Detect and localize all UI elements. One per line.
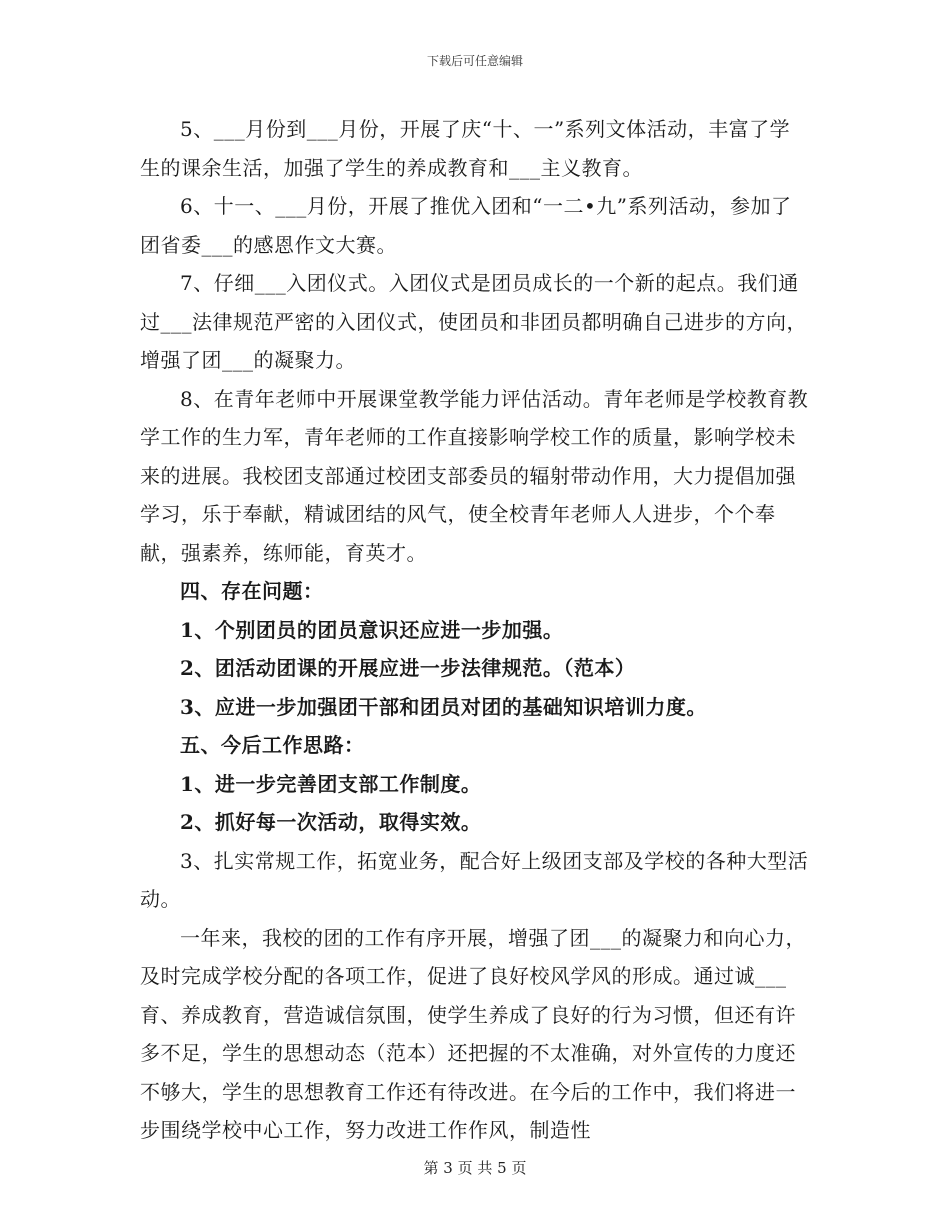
plan-item-2: 2、抓好每一次活动，取得实效。 — [180, 810, 482, 834]
page-header: 下载后可任意编辑 — [426, 54, 523, 68]
document-body — [140, 110, 810, 1150]
problem-item-3: 3、应进一步加强团干部和团员对团的基础知识培训力度。 — [180, 694, 707, 719]
section-heading-plans: 五、今后工作思路： — [180, 733, 365, 757]
paragraph-item-7: 7、仔细___入团仪式。入团仪式是团员成长的一个新的起点。我们通过___法律规范严密的入团仪式，使团员和非团员都明确自己进步的方向，增强了团___的凝聚力。 — [140, 271, 807, 372]
problem-item-2: 2、团活动团课的开展应进一步法律规范。（范本） — [180, 656, 636, 680]
paragraph-item-5: 5、___月份到___月份，开展了庆“十、一”系列文体活动，丰富了学生的课余生活，加强了学生的养成教育和___主义教育。 — [140, 117, 791, 180]
page-number: 第 3 页 共 5 页 — [423, 1159, 527, 1177]
plan-item-1: 1、进一步完善团支部工作制度。 — [180, 771, 482, 796]
paragraph-item-8: 8、在青年老师中开展课堂教学能力评估活动。青年老师是学校教育教学工作的生力军，青年老师的工作直接影响学校工作的质量，影响学校未来的进展。我校团支部通过校团支部委员的辐射带动作用，大力提倡加强学习，乐于奉献，精诚团结的风气，使全校青年老师人人进步，个个奉献，强素养，练师能，育英才。 — [140, 386, 809, 565]
paragraph-item-6: 6、十一、___月份，开展了推优入团和“一二•九”系列活动，参加了团省委___的感恩作文大赛。 — [140, 194, 792, 257]
plan-item-3: 3、扎实常规工作，拓宽业务，配合好上级团支部及学校的各种大型活动。 — [140, 848, 809, 911]
section-heading-problems: 四、存在问题： — [180, 579, 324, 603]
problem-item-1: 1、个别团员的团员意识还应进一步加强。 — [180, 617, 564, 642]
summary-paragraph: 一年来，我校的团的工作有序开展，增强了团___的凝聚力和向心力，及时完成学校分配的各项工作，促进了良好校风学风的形成。通过诚___育、养成教育，营造诚信氛围，使学生养成了良好的行为习惯，但还有许多不足，学生的思想动态（范本）还把握的不太准确，对外宣传的力度还不够大，学生的思想教育工作还有待改进。在今后的工作中，我们将进一步围绕学校中心工作，努力改进工作作风，制造性 — [140, 925, 806, 1142]
